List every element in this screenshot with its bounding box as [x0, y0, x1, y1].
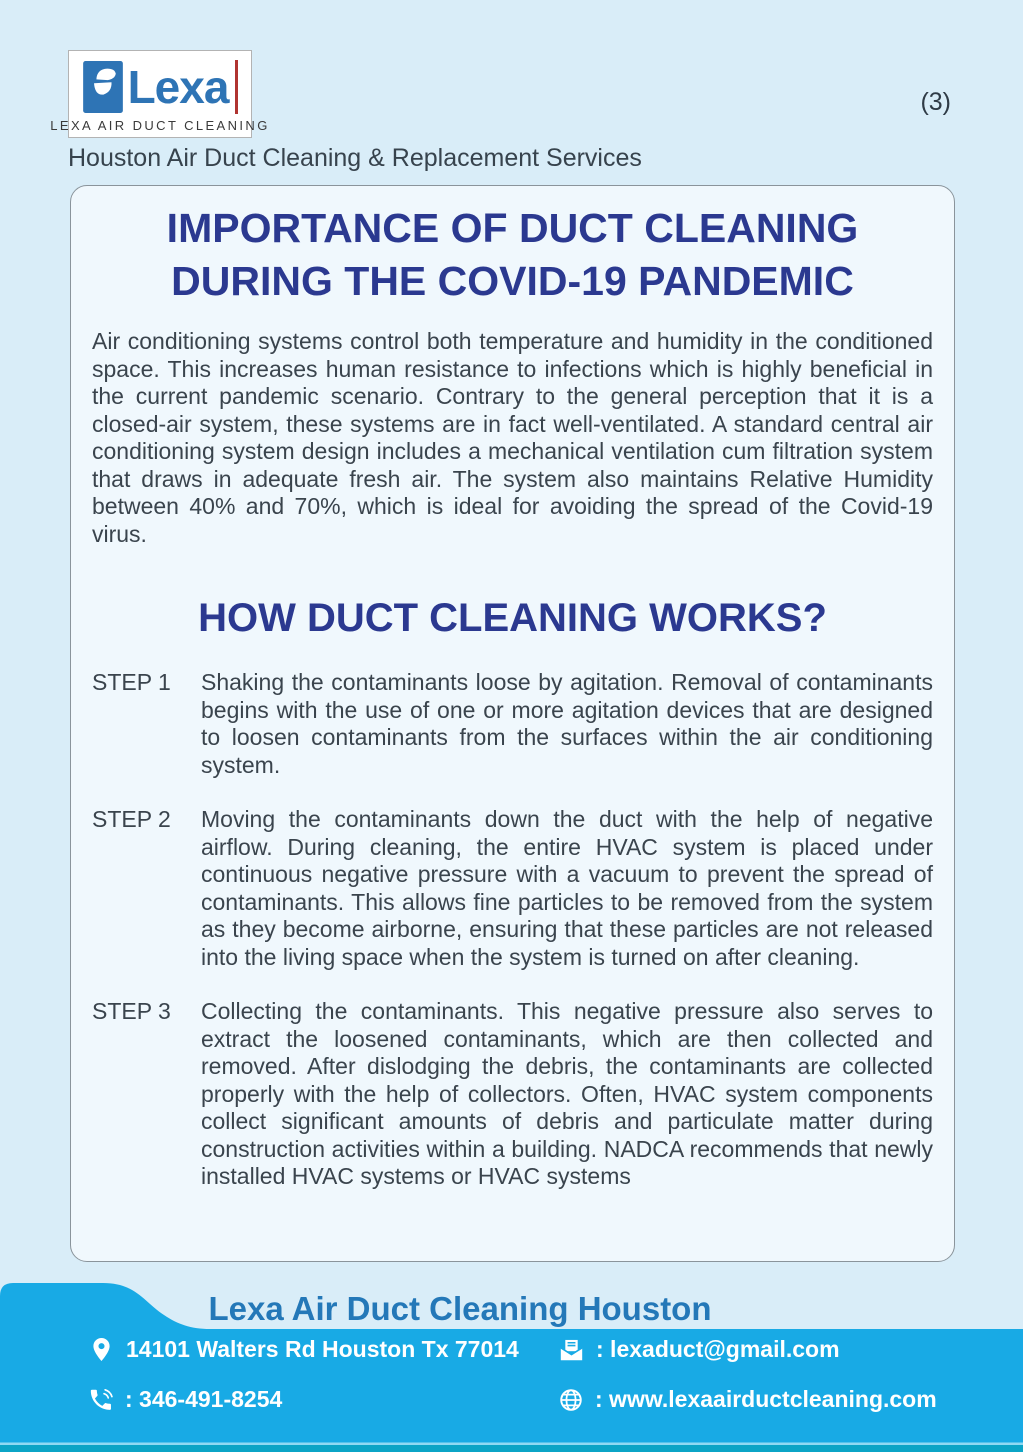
footer-address — [88, 1336, 519, 1363]
card-title-line1: IMPORTANCE OF DUCT CLEANING — [166, 205, 859, 251]
content-card — [70, 185, 955, 1262]
step-3 — [92, 998, 933, 1191]
footer-email — [558, 1336, 840, 1363]
map-pin-icon — [88, 1336, 115, 1363]
step-1 — [92, 669, 933, 779]
card-title-line2: DURING THE COVID-19 PANDEMIC — [171, 258, 854, 304]
logo-red-bar — [235, 60, 238, 114]
footer-phone-text: : 346-491-8254 — [125, 1386, 283, 1412]
globe-icon — [558, 1387, 584, 1413]
section-title: HOW DUCT CLEANING WORKS? — [198, 596, 827, 640]
footer-banner — [0, 1283, 1023, 1452]
footer-company-name: Lexa Air Duct Cleaning Houston — [208, 1290, 712, 1327]
step-2-label: STEP 2 — [92, 806, 171, 832]
page-tagline: Houston Air Duct Cleaning & Replacement Services — [68, 144, 642, 172]
step-2 — [92, 806, 933, 971]
logo-row — [82, 60, 239, 114]
footer-website — [558, 1386, 937, 1413]
intro-paragraph: Air conditioning systems control both temperature and humidity in the conditioned space. This increases human resistance to infections which is highly beneficial in the current pandemic scenario. Contrary to the general perception that it is a closed-air system, these systems are in fact well-ventilated. A standard central air conditioning system design includes a mechanical ventilation cum filtration system that draws in adequate fresh air. The system also maintains Relative Humidity between 40% and 70%, which is ideal for avoiding the spread of the Covid-19 virus. — [92, 328, 933, 547]
logo-subtitle: LEXA AIR DUCT CLEANING — [50, 117, 270, 133]
footer-address-text: 14101 Walters Rd Houston Tx 77014 — [126, 1336, 519, 1362]
step-3-label: STEP 3 — [92, 998, 171, 1024]
footer-website-text: : www.lexaairductcleaning.com — [595, 1386, 937, 1412]
card-title — [92, 202, 933, 308]
step-3-text: Collecting the contaminants. This negative pressure also serves to extract the loosened contaminants, which are then collected and removed. After dislodging the debris, the contaminants are collected properly with the help of collectors. Often, HVAC system components collect significant amounts of debris and particulate matter during construction activities within a building. NADCA recommends that newly installed HVAC systems or HVAC systems — [201, 998, 933, 1189]
company-logo — [50, 50, 270, 138]
phone-icon — [88, 1387, 114, 1413]
step-1-label: STEP 1 — [92, 669, 171, 695]
footer-email-text: : lexaduct@gmail.com — [596, 1336, 840, 1362]
page-number: (3) — [920, 88, 951, 116]
step-2-text: Moving the contaminants down the duct with the help of negative airflow. During cleaning, the entire HVAC system is placed under continuous negative pressure with a vacuum to prevent the spread of contaminants. This allows fine particles to be removed from the system as they become airborne, ensuring that these particles are not released into the living space when the system is turned on after cleaning. — [201, 806, 933, 970]
email-icon — [558, 1336, 585, 1363]
logo-brand-text: Lexa — [127, 60, 229, 113]
footer-phone — [88, 1386, 282, 1413]
step-1-text: Shaking the contaminants loose by agitation. Removal of contaminants begins with the use of one or more agitation devices that are designed to loosen contaminants from the surfaces within the air conditioning system. — [201, 669, 933, 778]
leaf-logo-icon — [82, 61, 124, 113]
